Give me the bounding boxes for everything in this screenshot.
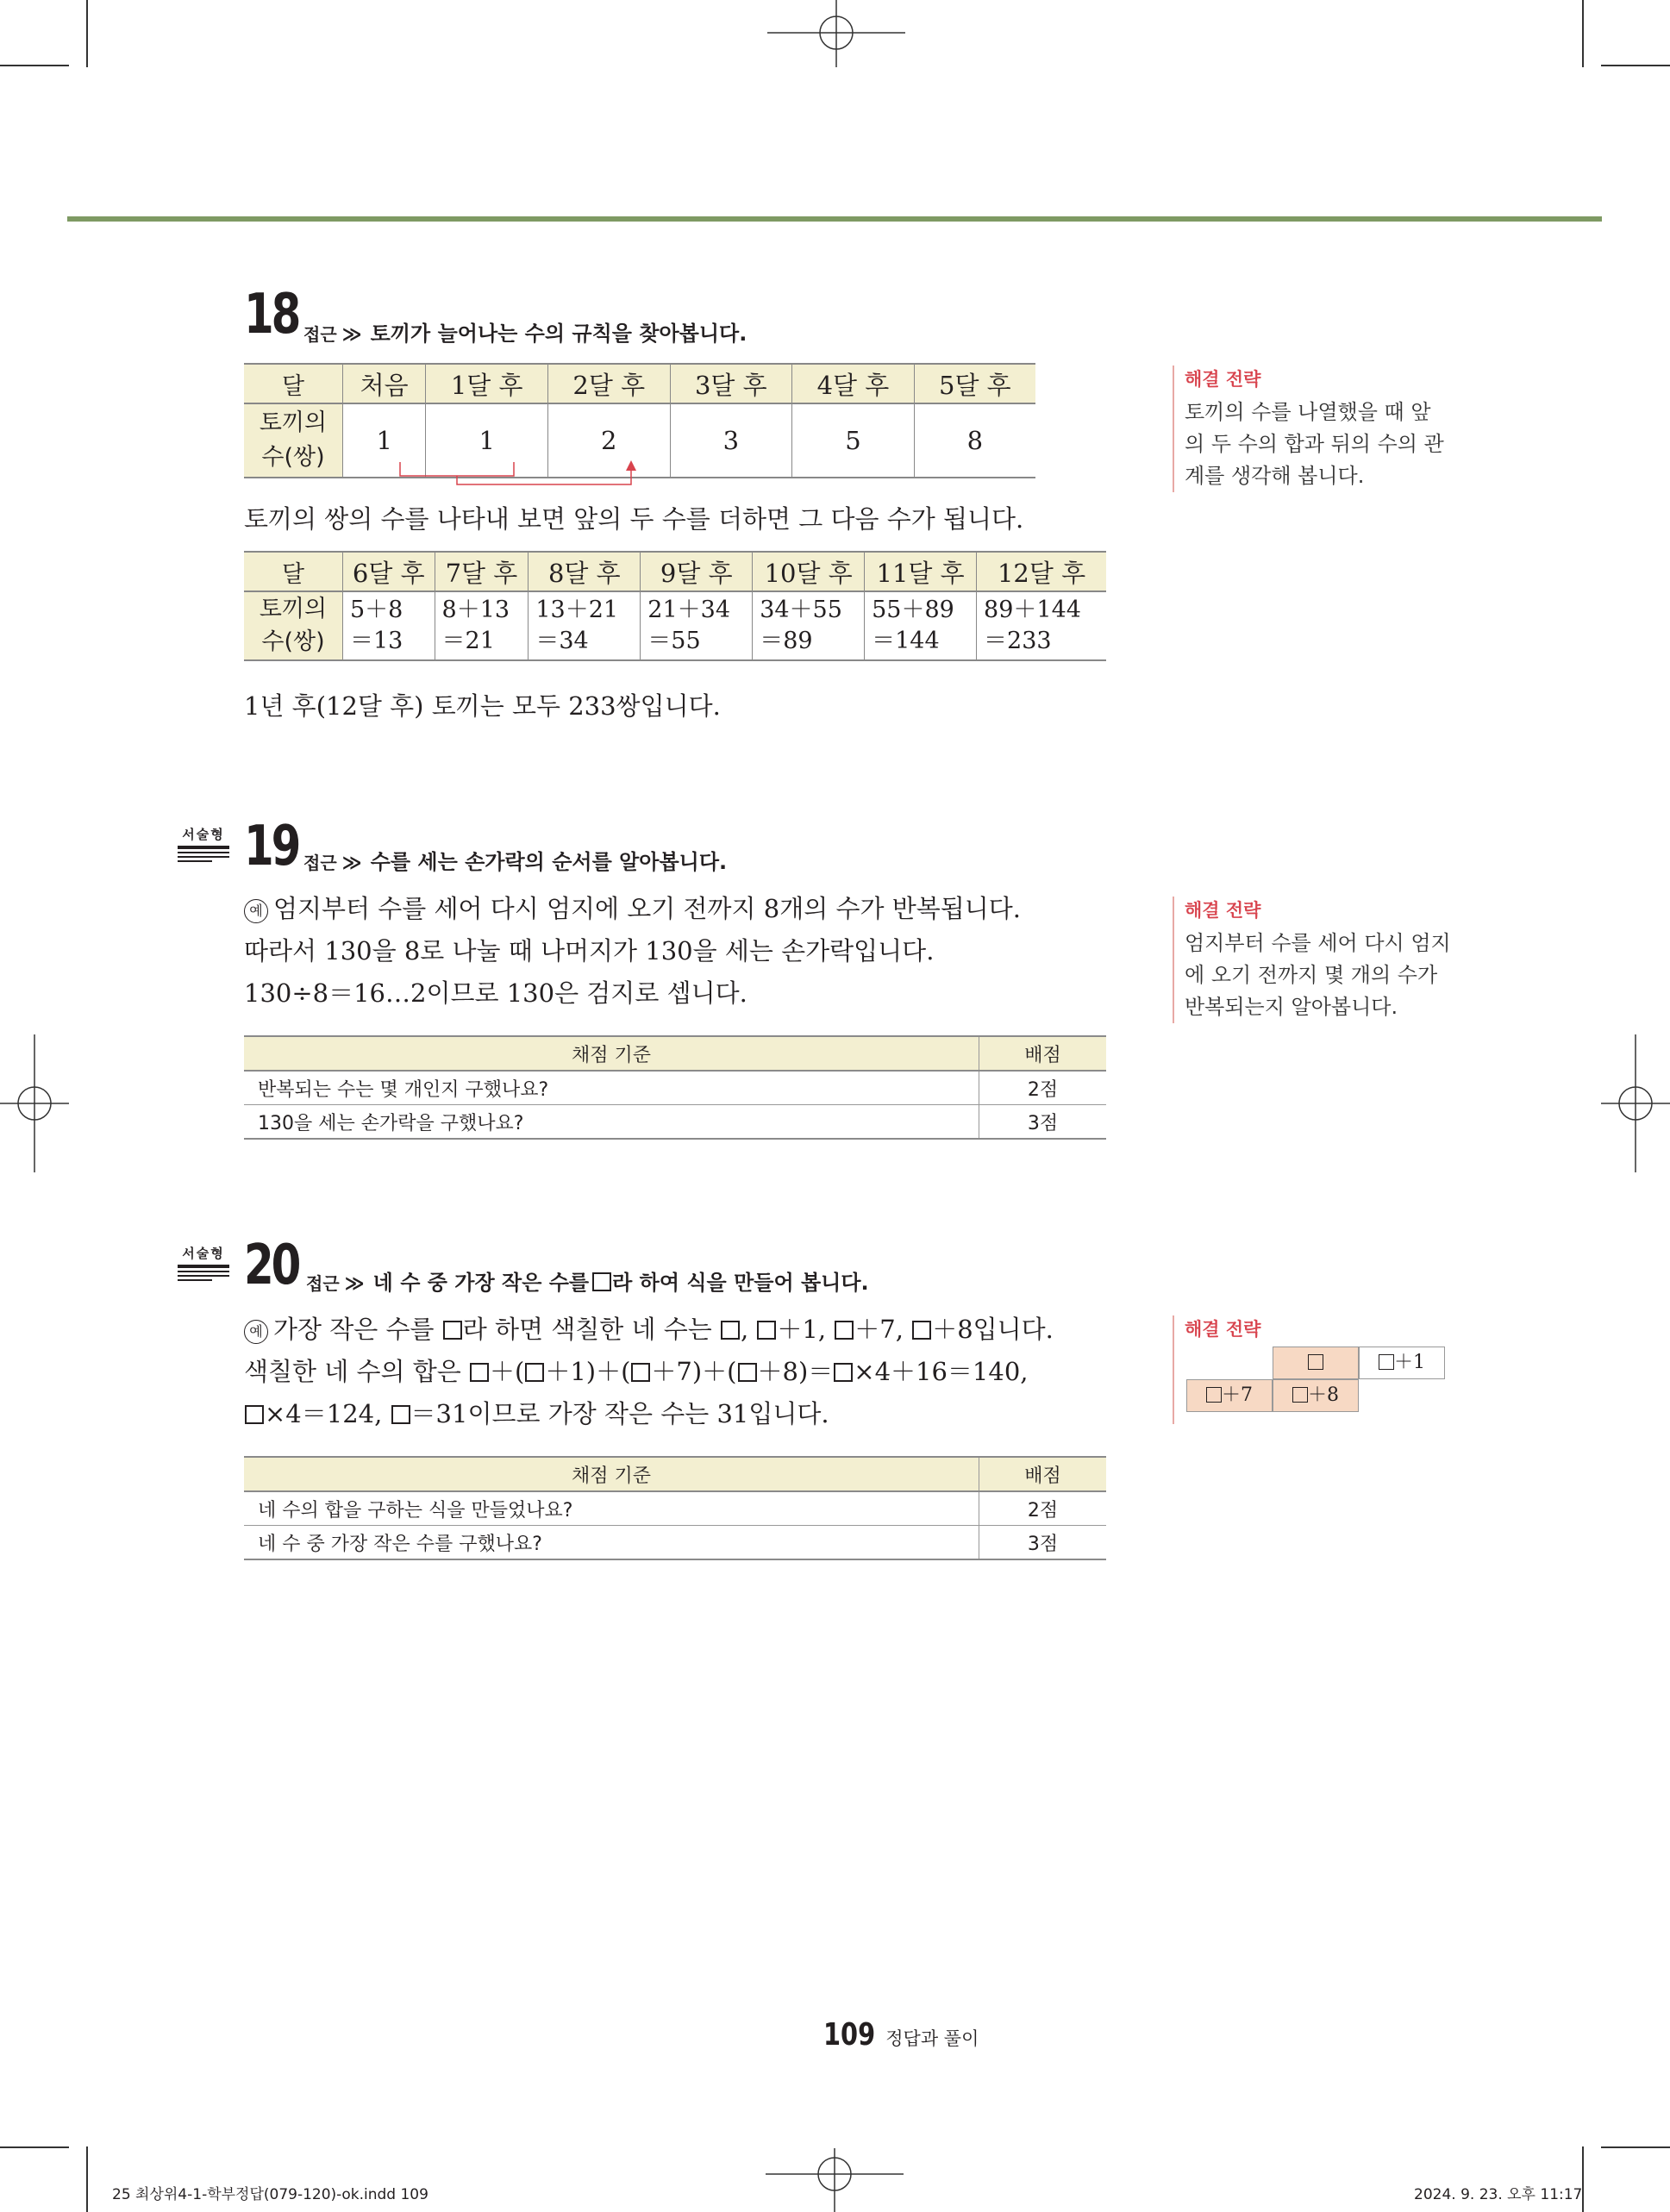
crop-mark <box>86 0 88 67</box>
blank-box-icon <box>245 1405 264 1424</box>
blank-box-icon <box>1379 1354 1394 1370</box>
essay-badge-20 <box>178 1244 229 1281</box>
essay-badge-19 <box>178 825 229 862</box>
footer-datetime: 2024. 9. 23. 오후 11:17 <box>1414 2186 1583 2203</box>
approach-arrow-icon: ≫ <box>341 324 362 346</box>
solution-text-20 <box>244 1309 1054 1435</box>
sum-cell <box>435 591 529 660</box>
approach-key: 접근 <box>306 1273 340 1294</box>
score-header-points: 배점 <box>979 1457 1107 1491</box>
strategy-box-19 <box>1173 897 1460 1023</box>
approach-arrow-icon: ≫ <box>341 853 362 874</box>
sum-result: ＝34 <box>535 628 589 654</box>
sum-result: ＝55 <box>647 628 701 654</box>
grid-cell <box>1186 1379 1273 1412</box>
crop-mark <box>1601 2146 1670 2148</box>
approach-19 <box>303 845 727 875</box>
crop-mark <box>0 65 69 66</box>
strategy-line: 반복되는지 알아봅니다. <box>1185 995 1398 1019</box>
row-header-rabbits <box>244 403 343 478</box>
crop-mark <box>1582 0 1584 67</box>
strategy-line: 의 두 수의 합과 뒤의 수의 관 <box>1185 432 1444 456</box>
strategy-line: 에 오기 전까지 몇 개의 수가 <box>1185 963 1438 987</box>
question-number-20: 20 <box>244 1234 299 1297</box>
solution-line <box>244 1309 1054 1351</box>
strategy-line: 계를 생각해 봅니다. <box>1185 464 1365 488</box>
example-mark-icon: 예 <box>244 899 268 923</box>
example-mark-icon: 예 <box>244 1320 268 1344</box>
badge-line <box>178 1279 212 1281</box>
sum-expr: 13＋21 <box>535 597 619 623</box>
score-points: 3점 <box>979 1105 1107 1140</box>
registration-mark-left <box>0 1034 69 1172</box>
grid-label: ＋8 <box>1308 1384 1339 1406</box>
badge-label: 서술형 <box>182 1246 225 1261</box>
blank-box-icon <box>525 1363 544 1382</box>
blank-box-icon <box>834 1363 853 1382</box>
sum-cell <box>529 591 641 660</box>
registration-mark-top <box>767 0 905 67</box>
sum-cell <box>977 591 1106 660</box>
solution-fragment: ＋7)＋( <box>651 1357 737 1386</box>
solution-fragment: ×4＋16＝140, <box>854 1357 1029 1386</box>
grid-cell <box>1359 1347 1445 1379</box>
sum-connector-arrow <box>379 457 655 491</box>
solution-fragment: ＋7, <box>854 1315 904 1344</box>
score-points: 2점 <box>979 1491 1107 1526</box>
solution-fragment: ＋1, <box>777 1315 827 1344</box>
approach-text: 수를 세는 손가락의 순서를 알아봅니다. <box>370 850 728 874</box>
sum-expr: 8＋13 <box>441 597 510 623</box>
month-cell: 3달 후 <box>670 364 792 403</box>
question-number-18: 18 <box>244 283 299 347</box>
solution-line <box>244 888 1021 930</box>
month-cell: 4달 후 <box>792 364 915 403</box>
sum-expr: 21＋34 <box>647 597 730 623</box>
question-number-19: 19 <box>244 815 299 878</box>
solution-text-19 <box>244 888 1021 1015</box>
approach-text: 네 수 중 가장 작은 수를 <box>372 1271 590 1295</box>
registration-mark-bottom <box>766 2148 904 2212</box>
blank-box-icon <box>835 1321 854 1340</box>
approach-20 <box>306 1265 869 1296</box>
blank-box-icon <box>912 1321 931 1340</box>
value-cell: 5 <box>792 403 915 478</box>
crop-mark <box>86 2146 88 2212</box>
solution-line-text: 엄지부터 수를 세어 다시 엄지에 오기 전까지 8개의 수가 반복됩니다. <box>273 894 1022 923</box>
solution-fragment: 색칠한 네 수의 합은 <box>244 1357 461 1386</box>
approach-key: 접근 <box>303 324 337 345</box>
sum-result: ＝13 <box>350 628 403 654</box>
sum-cell <box>865 591 977 660</box>
solution-fragment: ＝31이므로 가장 작은 수는 31입니다. <box>410 1399 829 1428</box>
row-header-month: 달 <box>244 364 343 403</box>
header-rule <box>67 216 1602 222</box>
solution-fragment: 가장 작은 수를 <box>273 1315 435 1344</box>
explanation-text: 토끼의 쌍의 수를 나타내 보면 앞의 두 수를 더하면 그 다음 수가 됩니다. <box>244 504 1024 534</box>
approach-key: 접근 <box>303 853 337 873</box>
row-header-rabbits <box>244 591 343 660</box>
approach-arrow-icon: ≫ <box>344 1273 365 1295</box>
blank-box-icon <box>592 1272 611 1291</box>
strategy-title: 해결 전략 <box>1185 1319 1261 1340</box>
sum-expr: 55＋89 <box>872 597 954 623</box>
blank-box-icon <box>470 1363 489 1382</box>
badge-line <box>178 1271 229 1272</box>
solution-fragment: ＋1)＋( <box>545 1357 631 1386</box>
row-header-line: 토끼의 <box>259 596 328 622</box>
sum-result: ＝144 <box>872 628 940 654</box>
value-cell: 8 <box>966 426 984 455</box>
solution-line <box>244 1393 1054 1435</box>
solution-fragment: , <box>740 1315 749 1344</box>
sum-expr: 5＋8 <box>350 597 403 623</box>
month-cell: 6달 후 <box>343 552 435 591</box>
approach-18 <box>303 316 747 347</box>
score-criteria: 네 수의 합을 구하는 식을 만들었나요? <box>244 1491 979 1526</box>
score-criteria: 네 수 중 가장 작은 수를 구했나요? <box>244 1526 979 1560</box>
page-section-label: 정답과 풀이 <box>885 2028 979 2049</box>
badge-label: 서술형 <box>182 827 225 842</box>
crop-mark <box>0 2146 69 2148</box>
score-points: 3점 <box>979 1526 1107 1560</box>
score-points: 2점 <box>979 1071 1107 1105</box>
month-cell: 8달 후 <box>529 552 641 591</box>
score-header-criteria: 채점 기준 <box>244 1036 979 1071</box>
page-number: 109 <box>823 2017 876 2053</box>
blank-box-icon <box>1308 1354 1323 1370</box>
month-cell: 11달 후 <box>865 552 977 591</box>
solution-fragment: ＋8)＝ <box>757 1357 834 1386</box>
value-cell: 3 <box>670 403 792 478</box>
sum-expr: 89＋144 <box>984 597 1081 623</box>
badge-line <box>178 860 212 862</box>
value-cell: 1 <box>343 403 426 478</box>
conclusion-text: 1년 후(12달 후) 토끼는 모두 233쌍입니다. <box>244 691 721 721</box>
strategy-line: 엄지부터 수를 세어 다시 엄지 <box>1185 931 1451 955</box>
grid-cell <box>1273 1347 1359 1379</box>
badge-line <box>178 852 229 853</box>
blank-box-icon <box>721 1321 740 1340</box>
grid-label: ＋1 <box>1394 1352 1425 1373</box>
month-cell: 12달 후 <box>977 552 1106 591</box>
value-cell: 1 <box>426 403 548 478</box>
badge-line <box>178 846 229 849</box>
row-header-line: 수(쌍) <box>261 444 325 471</box>
score-criteria: 130을 세는 손가락을 구했나요? <box>244 1105 979 1140</box>
strategy-box-18 <box>1173 366 1460 492</box>
month-cell: 2달 후 <box>547 364 670 403</box>
rabbit-table-2 <box>244 551 1106 661</box>
blank-box-icon <box>1206 1387 1222 1403</box>
month-cell: 7달 후 <box>435 552 529 591</box>
grid-cell <box>1273 1379 1359 1412</box>
row-header-line: 수(쌍) <box>261 628 325 655</box>
badge-line <box>178 856 229 858</box>
solution-fragment: ＋( <box>490 1357 525 1386</box>
footer-file: 25 최상위4-1-학부정답(079-120)-ok.indd 109 <box>112 2186 428 2203</box>
solution-line: 따라서 130을 8로 나눌 때 나머지가 130을 세는 손가락입니다. <box>244 936 935 965</box>
month-cell: 10달 후 <box>753 552 865 591</box>
strategy-title: 해결 전략 <box>1185 369 1261 390</box>
strategy-box-20 <box>1173 1315 1460 1424</box>
month-cell: 1달 후 <box>426 364 548 403</box>
strategy-line: 토끼의 수를 나열했을 때 앞 <box>1185 400 1431 424</box>
sum-cell <box>641 591 753 660</box>
approach-text: 라 하여 식을 만들어 봅니다. <box>612 1271 869 1295</box>
value-cell: 2 <box>547 403 670 478</box>
registration-mark-right <box>1601 1034 1670 1172</box>
strategy-title: 해결 전략 <box>1185 900 1261 921</box>
blank-box-icon <box>757 1321 776 1340</box>
sum-expr: 34＋55 <box>760 597 842 623</box>
sum-result: ＝21 <box>441 628 495 654</box>
solution-line <box>244 1351 1054 1393</box>
solution-fragment: ×4＝124, <box>265 1399 383 1428</box>
blank-box-icon <box>631 1363 650 1382</box>
crop-mark <box>1601 65 1670 66</box>
page-number-block <box>823 2017 979 2053</box>
blank-box-icon <box>443 1321 462 1340</box>
blank-box-icon <box>1292 1387 1308 1403</box>
score-header-points: 배점 <box>979 1036 1107 1071</box>
scoring-table-20 <box>244 1456 1106 1560</box>
sum-cell <box>343 591 435 660</box>
badge-line <box>178 1265 229 1268</box>
grid-label: ＋7 <box>1222 1384 1253 1406</box>
approach-text: 토끼가 늘어나는 수의 규칙을 찾아봅니다. <box>370 322 747 346</box>
month-cell: 5달 후 <box>914 364 1035 403</box>
sum-result: ＝89 <box>760 628 813 654</box>
blank-box-icon <box>391 1405 410 1424</box>
sum-result: ＝233 <box>984 628 1052 654</box>
month-cell: 처음 <box>343 364 426 403</box>
score-header-criteria: 채점 기준 <box>244 1457 979 1491</box>
badge-line <box>178 1275 229 1277</box>
solution-fragment: 라 하면 색칠한 네 수는 <box>462 1315 712 1344</box>
month-cell: 9달 후 <box>641 552 753 591</box>
solution-line: 130÷8＝16…2이므로 130은 검지로 셉니다. <box>244 978 747 1008</box>
number-grid <box>1185 1347 1460 1419</box>
scoring-table-19 <box>244 1035 1106 1140</box>
row-header-line: 토끼의 <box>259 409 328 436</box>
blank-box-icon <box>738 1363 757 1382</box>
solution-fragment: ＋8입니다. <box>932 1315 1054 1344</box>
score-criteria: 반복되는 수는 몇 개인지 구했나요? <box>244 1071 979 1105</box>
row-header-month: 달 <box>244 552 343 591</box>
sum-cell <box>753 591 865 660</box>
